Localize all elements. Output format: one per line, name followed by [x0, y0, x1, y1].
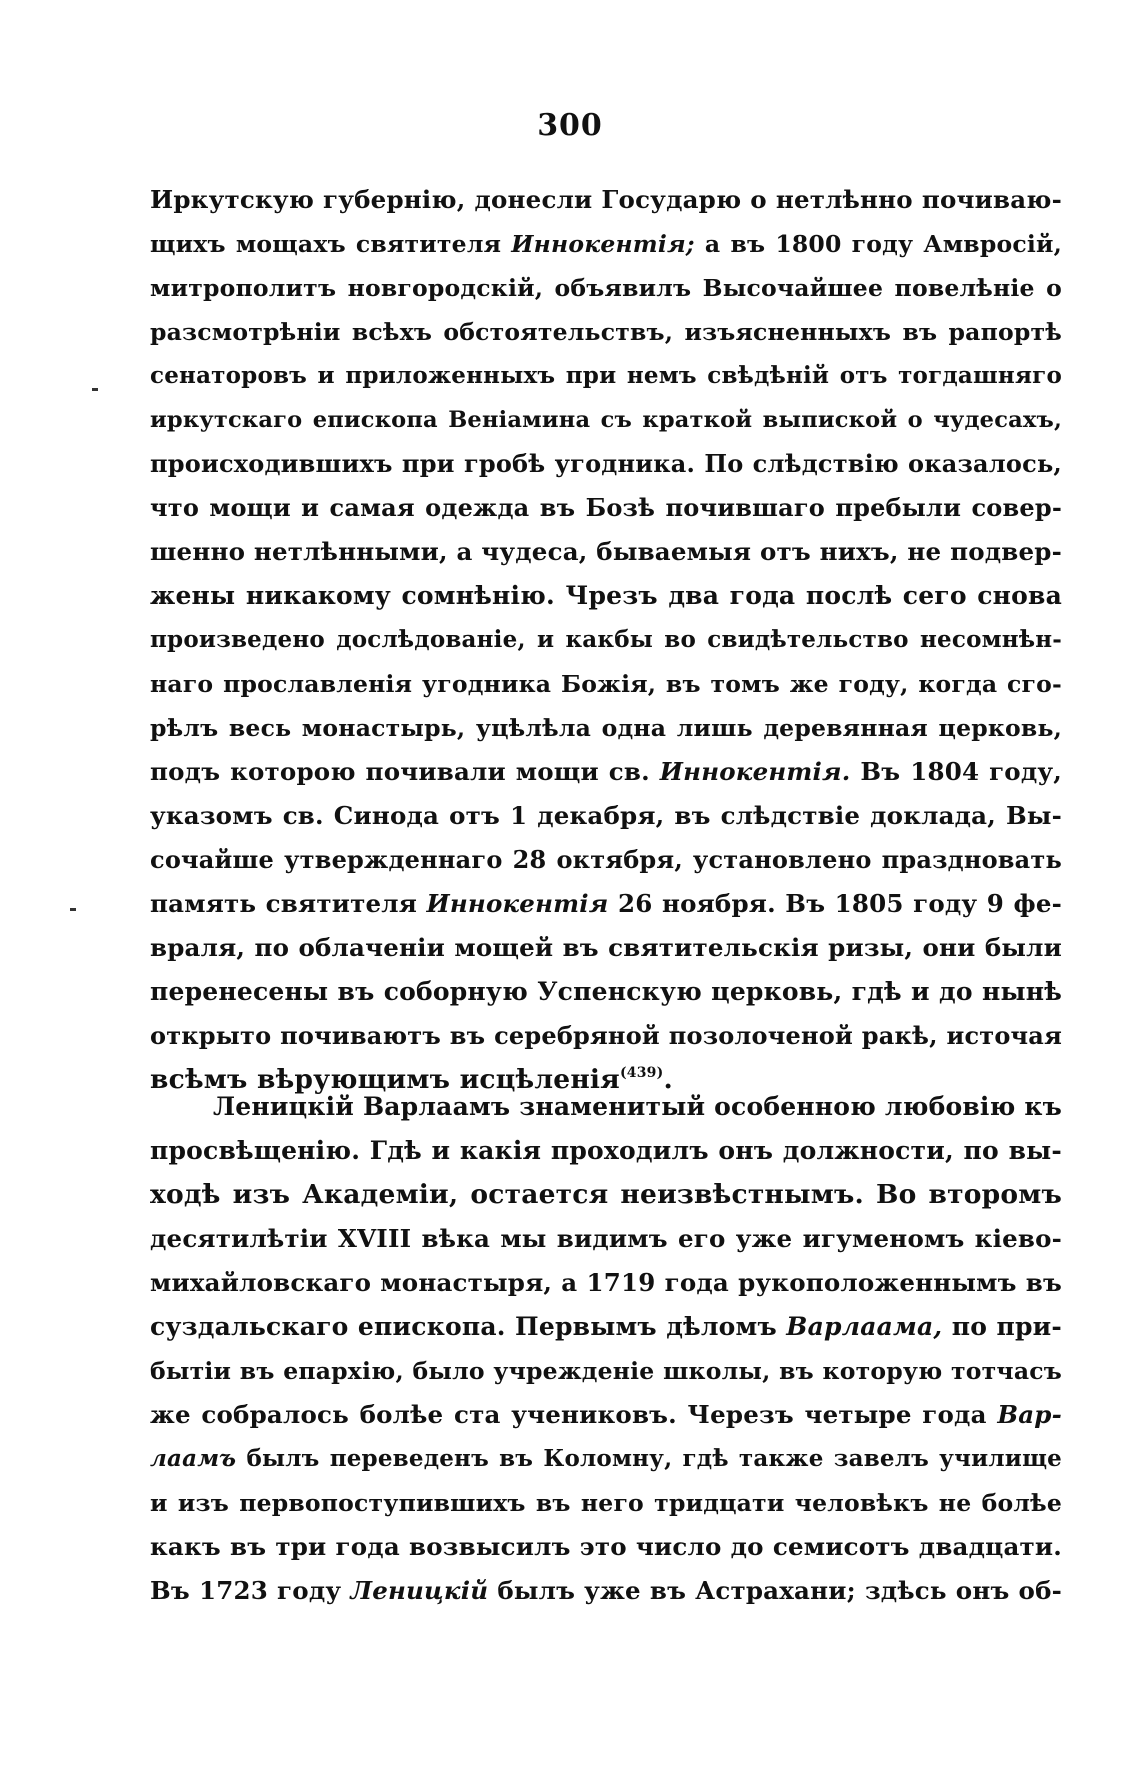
margin-mark: [70, 908, 76, 911]
text-line: и изъ первопоступившихъ въ него тридцати человѣкъ не болѣе: [150, 1489, 1062, 1517]
text-line: сочайше утвержденнаго 28 октября, установлено праздновать: [150, 845, 1062, 874]
text-line: указомъ св. Синода отъ 1 декабря, въ слѣдствіе доклада, Вы-: [150, 801, 1062, 830]
entry-heading: Леницкій Варлаамъ: [213, 1092, 511, 1121]
text-line: просвѣщенію. Гдѣ и какія проходилъ онъ должности, по вы-: [150, 1136, 1062, 1165]
text-line: десятилѣтіи XVIII вѣка мы видимъ его уже игуменомъ кіево-: [150, 1224, 1062, 1253]
paragraph-innocent: [150, 178, 1062, 1102]
text-line: Въ 1723 году Леницкій былъ уже въ Астрахани; здѣсь онъ об-: [150, 1576, 1062, 1605]
text-line: михайловскаго монастыря, а 1719 года рукоположеннымъ въ: [150, 1268, 1062, 1297]
text-line: происходившихъ при гробѣ угодника. По слѣдствію оказалось,: [150, 449, 1062, 478]
text-line: память святителя Иннокентія 26 ноября. Въ 1805 году 9 фе-: [150, 889, 1062, 918]
text-line: всѣмъ вѣрующимъ исцѣленія$^{(439)}$.: [150, 1064, 673, 1095]
text-line: перенесены въ соборную Успенскую церковь, гдѣ и до нынѣ: [150, 977, 1062, 1006]
text-line: жены никакому сомнѣнію. Чрезъ два года послѣ сего снова: [150, 581, 1062, 610]
text-line: митрополитъ новгородскій, объявилъ Высочайшее повелѣніе о: [150, 274, 1062, 302]
text-line: что мощи и самая одежда въ Бозѣ почившаго пребыли совер-: [150, 493, 1062, 522]
text-line: щихъ мощахъ святителя Иннокентія; а въ 1800 году Амвросій,: [150, 230, 1062, 258]
text-line: суздальскаго епископа. Первымъ дѣломъ Варлаама, по при-: [150, 1312, 1062, 1341]
text-line: рѣлъ весь монастырь, уцѣлѣла одна лишь деревянная церковь,: [150, 714, 1062, 742]
text-line: сенаторовъ и приложенныхъ при немъ свѣдѣній отъ тогдашняго: [150, 362, 1062, 389]
text-line: наго прославленія угодника Божія, въ томъ же году, когда сго-: [150, 670, 1062, 698]
text-line: разсмотрѣніи всѣхъ обстоятельствъ, изъясненныхъ въ рапортѣ: [150, 318, 1062, 346]
text-line: какъ въ три года возвысилъ это число до семисотъ двадцати.: [150, 1532, 1062, 1561]
text-line: же собралось болѣе ста учениковъ. Черезъ четыре года Вар-: [150, 1400, 1062, 1429]
page-number: 300: [537, 108, 603, 143]
text-line: шенно нетлѣнными, а чудеса, бываемыя отъ нихъ, не подвер-: [150, 537, 1062, 566]
text-line: подъ которою почивали мощи св. Иннокентія. Въ 1804 году,: [150, 757, 1062, 786]
text-line: открыто почиваютъ въ серебряной позолоченой ракѣ, источая: [150, 1021, 1062, 1050]
margin-mark: [92, 388, 98, 391]
text-line: ходѣ изъ Академіи, остается неизвѣстнымъ. Во второмъ: [150, 1179, 1062, 1210]
text-line: враля, по облаченіи мощей въ святительскія ризы, они были: [150, 933, 1062, 962]
text-line: Иркутскую губернію, донесли Государю о нетлѣнно почиваю-: [150, 185, 1062, 214]
footnote-reference: (439): [619, 1065, 664, 1081]
text-line: бытіи въ епархію, было учрежденіе школы, въ которую тотчасъ: [150, 1357, 1062, 1385]
text-line: Леницкій Варлаамъ знаменитый особенною любовію къ: [213, 1092, 1062, 1121]
text-line: лаамъ былъ переведенъ въ Коломну, гдѣ также завелъ училище: [150, 1445, 1062, 1472]
text-line: произведено дослѣдованіе, и какбы во свидѣтельство несомнѣн-: [150, 626, 1062, 653]
paragraph-varlaam: [150, 1085, 1062, 1613]
text-line: иркутскаго епископа Веніамина съ краткой выпиской о чудесахъ,: [150, 407, 1062, 433]
